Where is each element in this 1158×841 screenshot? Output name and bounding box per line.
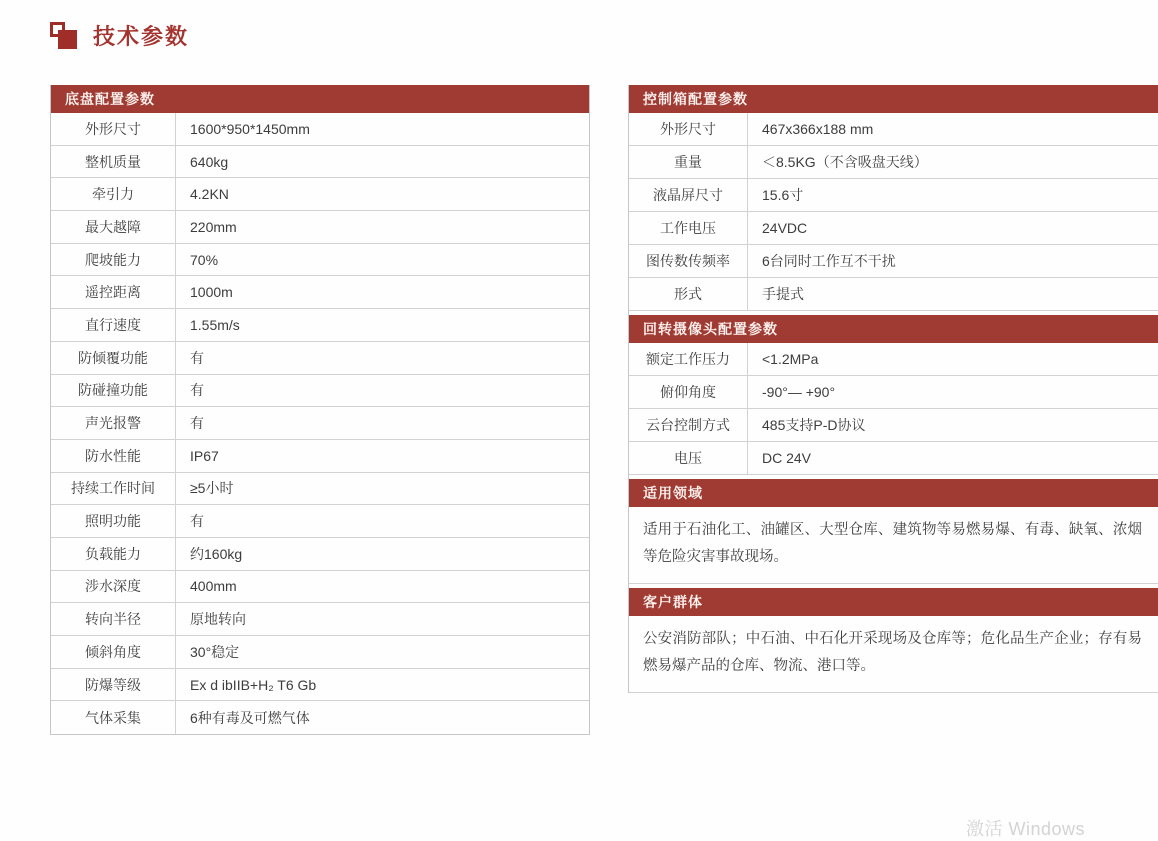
table-row	[51, 701, 589, 734]
table-row	[51, 440, 589, 473]
table-row	[629, 113, 1158, 146]
table-row	[629, 343, 1158, 376]
table-row	[51, 113, 589, 146]
spec-value: 6种有毒及可燃气体	[190, 709, 310, 726]
spec-label: 气体采集	[51, 701, 176, 734]
spec-value: 手提式	[762, 286, 804, 302]
customers-section-header: 客户群体	[629, 588, 1158, 616]
application-section-header: 适用领域	[629, 479, 1158, 507]
spec-value: 1000m	[190, 284, 233, 301]
spec-value: 220mm	[190, 218, 237, 235]
spec-value: 6台同时工作互不干扰	[762, 253, 896, 269]
spec-label: 负载能力	[51, 538, 176, 570]
table-row	[51, 146, 589, 179]
control-box-table-header: 控制箱配置参数	[629, 85, 1158, 113]
spec-value: 4.2KN	[190, 186, 229, 203]
spec-value: 有	[190, 349, 204, 366]
table-row	[629, 376, 1158, 409]
windows-activation-watermark: 激活 Windows	[966, 819, 1086, 839]
spec-label: 云台控制方式	[629, 409, 748, 441]
page-title-text: 技术参数	[93, 24, 190, 49]
spec-value: 400mm	[190, 578, 237, 595]
table-row	[51, 505, 589, 538]
spec-value: 1.55m/s	[190, 316, 240, 333]
spec-label: 图传数传频率	[629, 245, 748, 277]
spec-value: 有	[190, 415, 204, 432]
table-row	[51, 669, 589, 702]
camera-rows	[629, 343, 1158, 475]
spec-label: 涉水深度	[51, 571, 176, 603]
spec-label: 照明功能	[51, 505, 176, 537]
spec-label: 遥控距离	[51, 276, 176, 308]
layers-icon	[50, 21, 80, 51]
table-row	[629, 146, 1158, 179]
spec-value: ＜8.5KG（不含吸盘天线）	[762, 154, 928, 170]
chassis-rows	[51, 113, 589, 734]
spec-label: 爬坡能力	[51, 244, 176, 276]
table-row	[51, 309, 589, 342]
spec-label: 声光报警	[51, 407, 176, 439]
spec-value: 24VDC	[762, 220, 808, 236]
spec-value: 485支持P-D协议	[762, 417, 866, 433]
spec-label: 持续工作时间	[51, 473, 176, 505]
spec-label: 重量	[629, 146, 748, 178]
table-row	[629, 245, 1158, 278]
table-row	[629, 278, 1158, 311]
chassis-spec-table	[50, 85, 590, 735]
table-row	[51, 571, 589, 604]
spec-label: 防爆等级	[51, 669, 176, 701]
spec-label: 俯仰角度	[629, 376, 748, 408]
spec-label: 最大越障	[51, 211, 176, 243]
spec-label: 直行速度	[51, 309, 176, 341]
spec-label: 倾斜角度	[51, 636, 176, 668]
page-title	[50, 20, 189, 51]
table-row	[629, 179, 1158, 212]
spec-value: 70%	[190, 251, 219, 268]
table-row	[51, 407, 589, 440]
spec-label: 防碰撞功能	[51, 375, 176, 407]
table-row	[629, 442, 1158, 475]
spec-value: 30°稳定	[190, 643, 240, 660]
spec-value: IP67	[190, 447, 219, 464]
application-text: 适用于石油化工、油罐区、大型仓库、建筑物等易燃易爆、有毒、缺氧、浓烟等危险灾害事故现场。	[629, 507, 1158, 584]
spec-value: 有	[190, 513, 204, 530]
spec-label: 外形尺寸	[51, 113, 176, 145]
right-column	[628, 85, 1158, 693]
spec-value: 467x366x188 mm	[762, 121, 874, 137]
camera-table-header: 回转摄像头配置参数	[629, 315, 1158, 343]
table-row	[51, 244, 589, 277]
spec-value: -90°— +90°	[762, 384, 836, 400]
spec-label: 电压	[629, 442, 748, 474]
spec-value: 有	[190, 382, 204, 399]
table-row	[51, 473, 589, 506]
table-row	[51, 636, 589, 669]
spec-label: 形式	[629, 278, 748, 310]
table-row	[51, 276, 589, 309]
table-row	[51, 375, 589, 408]
spec-value: <1.2MPa	[762, 351, 819, 367]
spec-label: 转向半径	[51, 603, 176, 635]
spec-value: Ex d ibIIB+H₂ T6 Gb	[190, 676, 317, 693]
spec-value: 640kg	[190, 153, 229, 170]
table-row	[51, 603, 589, 636]
spec-label: 工作电压	[629, 212, 748, 244]
spec-label: 整机质量	[51, 146, 176, 178]
spec-value: 15.6寸	[762, 187, 804, 203]
spec-label: 牵引力	[51, 178, 176, 210]
spec-value: ≥5小时	[190, 480, 234, 497]
spec-value: 原地转向	[190, 611, 246, 628]
spec-label: 外形尺寸	[629, 113, 748, 145]
spec-label: 防倾覆功能	[51, 342, 176, 374]
spec-label: 液晶屏尺寸	[629, 179, 748, 211]
table-row	[51, 178, 589, 211]
spec-value: DC 24V	[762, 450, 812, 466]
table-row	[629, 409, 1158, 442]
spec-label: 防水性能	[51, 440, 176, 472]
table-row	[51, 342, 589, 375]
control-box-rows	[629, 113, 1158, 311]
table-row	[51, 538, 589, 571]
spec-value: 约160kg	[190, 545, 243, 562]
customers-text: 公安消防部队；中石油、中石化开采现场及仓库等；危化品生产企业；存有易燃易爆产品的仓库、物流、港口等。	[629, 616, 1158, 693]
spec-value: 1600*950*1450mm	[190, 120, 310, 137]
chassis-table-header: 底盘配置参数	[51, 85, 589, 113]
spec-label: 额定工作压力	[629, 343, 748, 375]
table-row	[629, 212, 1158, 245]
table-row	[51, 211, 589, 244]
